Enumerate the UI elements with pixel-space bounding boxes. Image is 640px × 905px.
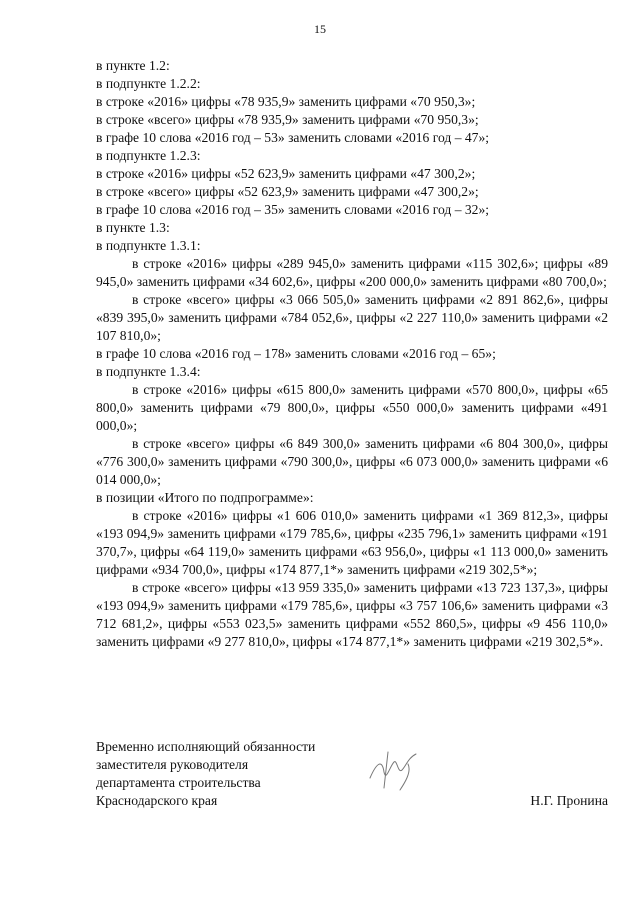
paragraph: в подпункте 1.3.1:: [96, 238, 201, 253]
paragraph: в строке «2016» цифры «52 623,9» заменить цифрами «47 300,2»;: [96, 166, 476, 181]
page-number: 15: [314, 22, 326, 36]
paragraph: в пункте 1.3:: [96, 220, 170, 235]
paragraph: в строке «2016» цифры «78 935,9» заменить цифрами «70 950,3»;: [96, 94, 476, 109]
signatory-title-line: заместителя руководителя: [96, 757, 249, 772]
paragraph: в графе 10 слова «2016 год – 53» заменить словами «2016 год – 47»;: [96, 130, 490, 145]
paragraph: в строке «всего» цифры «52 623,9» заменить цифрами «47 300,2»;: [96, 184, 479, 199]
paragraph: в строке «всего» цифры «13 959 335,0» заменить цифрами «13 723 137,3», цифры «193 094,9» заменить цифрами «179 785,6», цифры «3 757 106,6» заменить цифрами «3 712 681,2», цифры «553 023,5» заменить цифрами «552 860,5», цифры «9 456 110,0» заменить цифрами «9 277 810,0», цифры «174 877,1*» заменить цифрами «219 302,5*».: [96, 580, 608, 649]
signatory-title-line: Временно исполняющий обязанности: [96, 739, 316, 754]
document-body: [96, 57, 608, 651]
paragraph: в подпункте 1.2.2:: [96, 76, 201, 91]
signatory-name: Н.Г. Пронина: [530, 793, 608, 808]
signatory-title-line: Краснодарского края: [96, 793, 218, 808]
paragraph: в строке «2016» цифры «289 945,0» заменить цифрами «115 302,6»; цифры «89 945,0» заменить цифрами «34 602,6», цифры «200 000,0» заменить цифрами «80 700,0»;: [96, 256, 608, 289]
signatory-title: [96, 738, 356, 810]
paragraph: в строке «всего» цифры «3 066 505,0» заменить цифрами «2 891 862,6», цифры «839 395,0» заменить цифрами «784 052,6», цифры «2 227 110,0» заменить цифрами «2 107 810,0»;: [96, 292, 608, 343]
paragraph: в графе 10 слова «2016 год – 178» заменить словами «2016 год – 65»;: [96, 346, 496, 361]
paragraph: в графе 10 слова «2016 год – 35» заменить словами «2016 год – 32»;: [96, 202, 490, 217]
signature-block: [96, 738, 608, 818]
paragraph: в позиции «Итого по подпрограмме»:: [96, 490, 314, 505]
paragraph: в пункте 1.2:: [96, 58, 170, 73]
paragraph: в подпункте 1.2.3:: [96, 148, 201, 163]
signatory-title-line: департамента строительства: [96, 775, 261, 790]
paragraph: в подпункте 1.3.4:: [96, 364, 201, 379]
paragraph: в строке «всего» цифры «6 849 300,0» заменить цифрами «6 804 300,0», цифры «776 300,0» заменить цифрами «790 300,0», цифры «6 073 000,0» заменить цифрами «6 014 000,0»;: [96, 436, 608, 487]
paragraph: в строке «всего» цифры «78 935,9» заменить цифрами «70 950,3»;: [96, 112, 479, 127]
paragraph: в строке «2016» цифры «615 800,0» заменить цифрами «570 800,0», цифры «65 800,0» заменить цифрами «79 800,0», цифры «550 000,0» заменить цифрами «491 000,0»;: [96, 382, 608, 433]
paragraph: в строке «2016» цифры «1 606 010,0» заменить цифрами «1 369 812,3», цифры «193 094,9» заменить цифрами «179 785,6», цифры «235 796,1» заменить цифрами «191 370,7», цифры «64 119,0» заменить цифрами «63 956,0», цифры «1 113 000,0» заменить цифрами «934 700,0», цифры «174 877,1*» заменить цифрами «219 302,5*»;: [96, 508, 608, 577]
handwritten-signature: [364, 744, 428, 794]
